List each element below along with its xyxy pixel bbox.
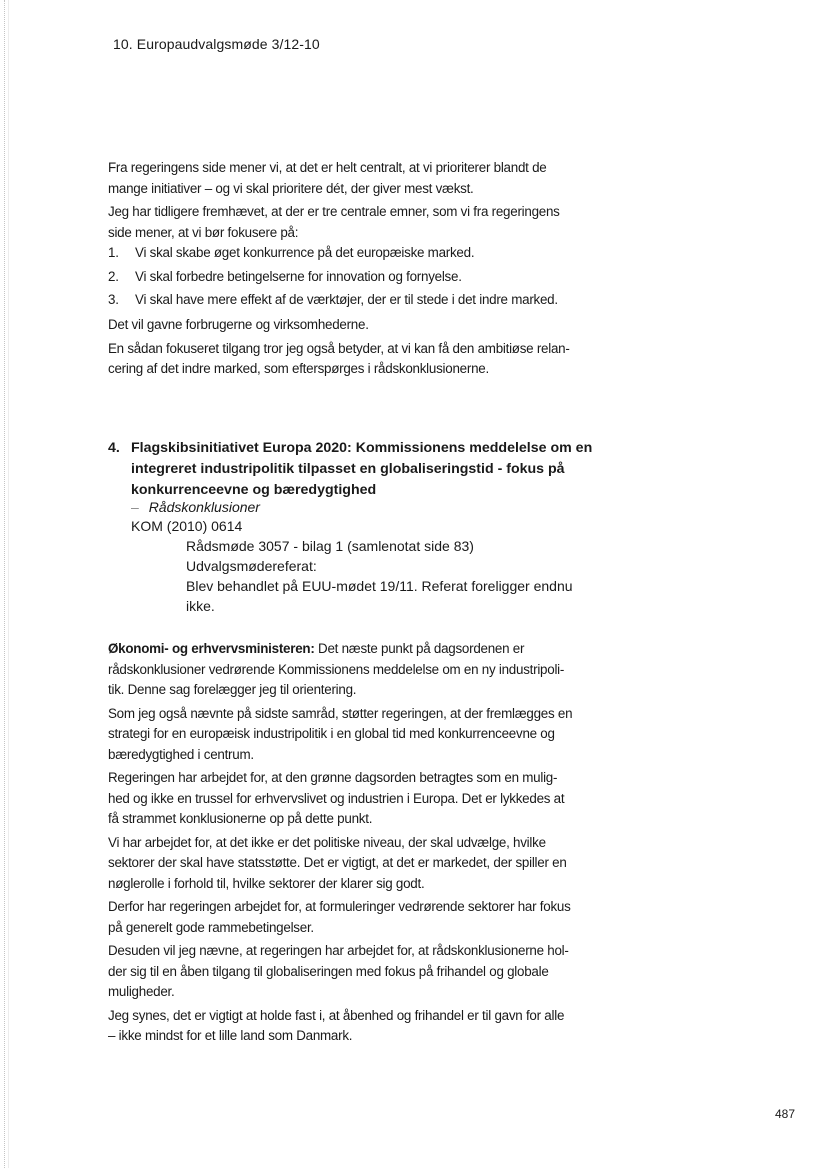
- list-number: 1.: [108, 245, 119, 260]
- speech-line: Vi har arbejdet for, at det ikke er det politiske niveau, der skal udvælge, hvilke: [108, 834, 546, 850]
- page-header: 10. Europaudvalgsmøde 3/12-10: [113, 36, 320, 52]
- speech-line: hed og ikke en trussel for erhvervslivet og industrien i Europa. Det er lykkedes at: [108, 790, 565, 806]
- speech-line: Regeringen har arbejdet for, at den grønne dagsorden betragtes som en mulig-: [108, 770, 558, 785]
- speech-line: nøglerolle i forhold til, hvilke sektorer der klarer sig godt.: [108, 875, 425, 891]
- speech-line: Derfor har regeringen arbejdet for, at formuleringer vedrørende sektorer har fokus: [108, 899, 571, 914]
- text-line: Det vil gavne forbrugerne og virksomhederne.: [108, 317, 369, 332]
- speech-line: – ikke mindst for et lille land som Danmark.: [108, 1028, 353, 1043]
- scan-edge-shadow: [8, 0, 9, 1168]
- speaker-label: Økonomi- og erhvervsministeren:: [108, 641, 315, 656]
- page-number: 487: [775, 1107, 796, 1121]
- speech-line: Jeg synes, det er vigtigt at holde fast i, at åbenhed og frihandel er til gavn for alle: [108, 1007, 565, 1023]
- agenda-detail: ikke.: [186, 598, 215, 614]
- speech-line: muligheder.: [108, 984, 175, 999]
- list-text: Vi skal forbedre betingelserne for innovation og fornyelse.: [135, 268, 462, 284]
- text-line: Fra regeringens side mener vi, at det er helt centralt, at vi prioriterer blandt de: [108, 160, 547, 175]
- agenda-detail: Blev behandlet på EUU-mødet 19/11. Referat foreligger endnu: [186, 578, 573, 594]
- agenda-type-label: Rådskonklusioner: [148, 499, 260, 515]
- agenda-number: 4.: [108, 440, 120, 456]
- speech-line: få strammet konklusionerne op på dette punkt.: [108, 811, 373, 826]
- speech-line: tik. Denne sag forelægger jeg til orientering.: [108, 682, 357, 697]
- intro-text: [108, 158, 594, 243]
- text-line: cering af det indre marked, som efterspørges i rådskonklusionerne.: [108, 361, 489, 376]
- agenda-reference: KOM (2010) 0614: [131, 518, 243, 534]
- agenda-title-line: Flagskibsinitiativet Europa 2020: Kommissionens meddelelse om en: [131, 440, 593, 456]
- list-number: 3.: [108, 292, 119, 307]
- speech-line: på generelt gode rammebetingelser.: [108, 919, 314, 935]
- agenda-detail: Rådsmøde 3057 - bilag 1 (samlenotat side 83): [186, 538, 474, 554]
- list-item: [108, 243, 594, 267]
- list-item: [108, 290, 594, 314]
- text-line: side mener, at vi bør fokusere på:: [108, 224, 299, 240]
- speech-line: Som jeg også nævnte på sidste samråd, støtter regeringen, at der fremlægges en: [108, 705, 573, 721]
- speech-line: sektorer der skal have statsstøtte. Det er vigtigt, at det er markedet, der spiller en: [108, 855, 567, 870]
- agenda-title-line: konkurrenceevne og bæredygtighed: [131, 482, 377, 498]
- agenda-type: [131, 497, 260, 517]
- speech-line: der sig til en åben tilgang til globaliseringen med fokus på frihandel og globale: [108, 963, 549, 979]
- list-item: [108, 267, 594, 291]
- minister-speech: [108, 639, 594, 1047]
- speech-line: [108, 639, 594, 660]
- agenda-detail: Udvalgsmødereferat:: [186, 558, 317, 574]
- conclusion-text: [108, 315, 594, 380]
- text-line: En sådan fokuseret tilgang tror jeg også betyder, at vi kan få den ambitiøse relan-: [108, 340, 570, 356]
- speech-line: bæredygtighed i centrum.: [108, 746, 254, 762]
- speech-text: Det næste punkt på dagsordenen er: [314, 641, 525, 656]
- speech-line: Desuden vil jeg nævne, at regeringen har arbejdet for, at rådskonklusionerne hol-: [108, 943, 569, 958]
- text-line: mange initiativer – og vi skal prioritere dét, der giver mest vækst.: [108, 180, 474, 196]
- scan-edge-line: [4, 0, 5, 1168]
- dash-glyph: –: [131, 499, 139, 515]
- list-number: 2.: [108, 268, 119, 284]
- priority-list: [108, 243, 594, 314]
- list-text: Vi skal have mere effekt af de værktøjer, der er til stede i det indre marked.: [135, 292, 558, 307]
- speech-line: rådskonklusioner vedrørende Kommissionens meddelelse om en ny industripoli-: [108, 661, 565, 677]
- text-line: Jeg har tidligere fremhævet, at der er tre centrale emner, som vi fra regeringens: [108, 204, 560, 219]
- agenda-title-line: integreret industripolitik tilpasset en globaliseringstid - fokus på: [131, 461, 565, 477]
- list-text: Vi skal skabe øget konkurrence på det europæiske marked.: [135, 245, 475, 260]
- speech-line: strategi for en europæisk industripolitik i en global tid med konkurrenceevne og: [108, 726, 555, 741]
